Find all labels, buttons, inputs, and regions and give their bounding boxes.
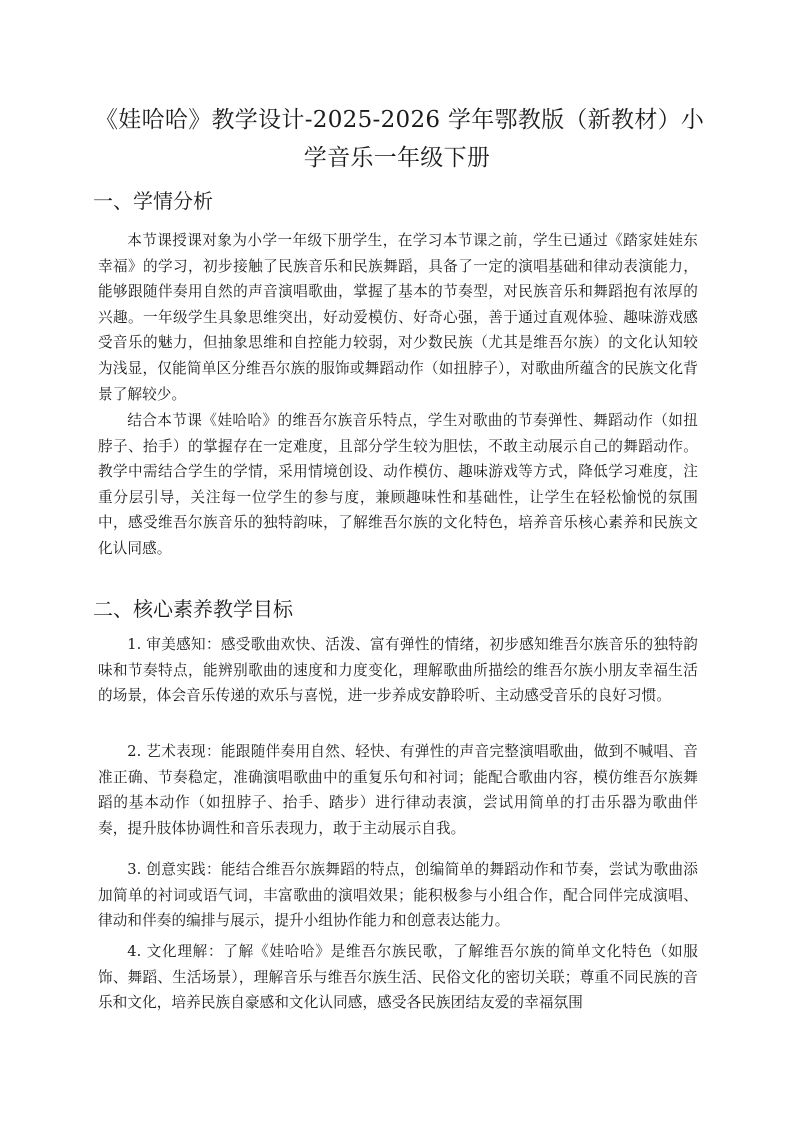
section-heading-learning-analysis: 一、学情分析 (93, 189, 213, 213)
title-line-2: 学音乐一年级下册 (303, 145, 491, 171)
goal-item-aesthetic-perception: 1. 审美感知：感受歌曲欢快、活泼、富有弹性的情绪，初步感知维吾尔族音乐的独特韵味和节奏特点，能辨别歌曲的速度和力度变化，理解歌曲所描绘的维吾尔族小朋友幸福生活的场景，体会音乐传递的欢乐与喜悦，进一步养成安静聆听、主动感受音乐的良好习惯。 (98, 636, 698, 705)
goal-item-cultural-understanding: 4. 文化理解：了解《娃哈哈》是维吾尔族民歌，了解维吾尔族的简单文化特色（如服饰、舞蹈、生活场景），理解音乐与维吾尔族生活、民俗文化的密切关联；尊重不同民族的音乐和文化，培养民族自豪感和文化认同感，感受各民族团结友爱的幸福氛围 (98, 943, 698, 1012)
title-line-1: 《娃哈哈》教学设计-2025-2026 学年鄂教版（新教材）小 (95, 107, 705, 133)
goal-item-creative-practice: 3. 创意实践：能结合维吾尔族舞蹈的特点，创编简单的舞蹈动作和节奏，尝试为歌曲添加简单的衬词或语气词，丰富歌曲的演唱效果；能积极参与小组合作，配合同伴完成演唱、律动和伴奏的编排与展示，提升小组协作能力和创意表达能力。 (98, 861, 698, 930)
paragraph-learning-analysis-2: 结合本节课《娃哈哈》的维吾尔族音乐特点，学生对歌曲的节奏弹性、舞蹈动作（如扭脖子、抬手）的掌握存在一定难度，且部分学生较为胆怯，不敢主动展示自己的舞蹈动作。教学中需结合学生的学情，采用情境创设、动作模仿、趣味游戏等方式，降低学习难度，注重分层引导，关注每一位学生的参与度，兼顾趣味性和基础性，让学生在轻松愉悦的氛围中，感受维吾尔族音乐的独特韵味，了解维吾尔族的文化特色，培养音乐核心素养和民族文化认同感。 (98, 412, 698, 557)
paragraph-learning-analysis-1: 本节课授课对象为小学一年级下册学生，在学习本节课之前，学生已通过《踏家娃娃东幸福》的学习，初步接触了民族音乐和民族舞蹈，具备了一定的演唱基础和律动表演能力，能够跟随伴奏用自然的声音演唱歌曲，掌握了基本的节奏型，对民族音乐和舞蹈抱有浓厚的兴趣。一年级学生具象思维突出，好动爱模仿、好奇心强，善于通过直观体验、趣味游戏感受音乐的魅力，但抽象思维和自控能力较弱，对少数民族（尤其是维吾尔族）的文化认知较为浅显，仅能简单区分维吾尔族的服饰或舞蹈动作（如扭脖子），对歌曲所蕴含的民族文化背景了解较少。 (98, 232, 698, 403)
goal-item-artistic-expression: 2. 艺术表现：能跟随伴奏用自然、轻快、有弹性的声音完整演唱歌曲，做到不喊唱、音准正确、节奏稳定，准确演唱歌曲中的重复乐句和衬词；能配合歌曲内容，模仿维吾尔族舞蹈的基本动作（如扭脖子、抬手、踏步）进行律动表演，尝试用简单的打击乐器为歌曲伴奏，提升肢体协调性和音乐表现力，敢于主动展示自我。 (98, 743, 698, 837)
section-heading-teaching-goals: 二、核心素养教学目标 (93, 597, 293, 621)
